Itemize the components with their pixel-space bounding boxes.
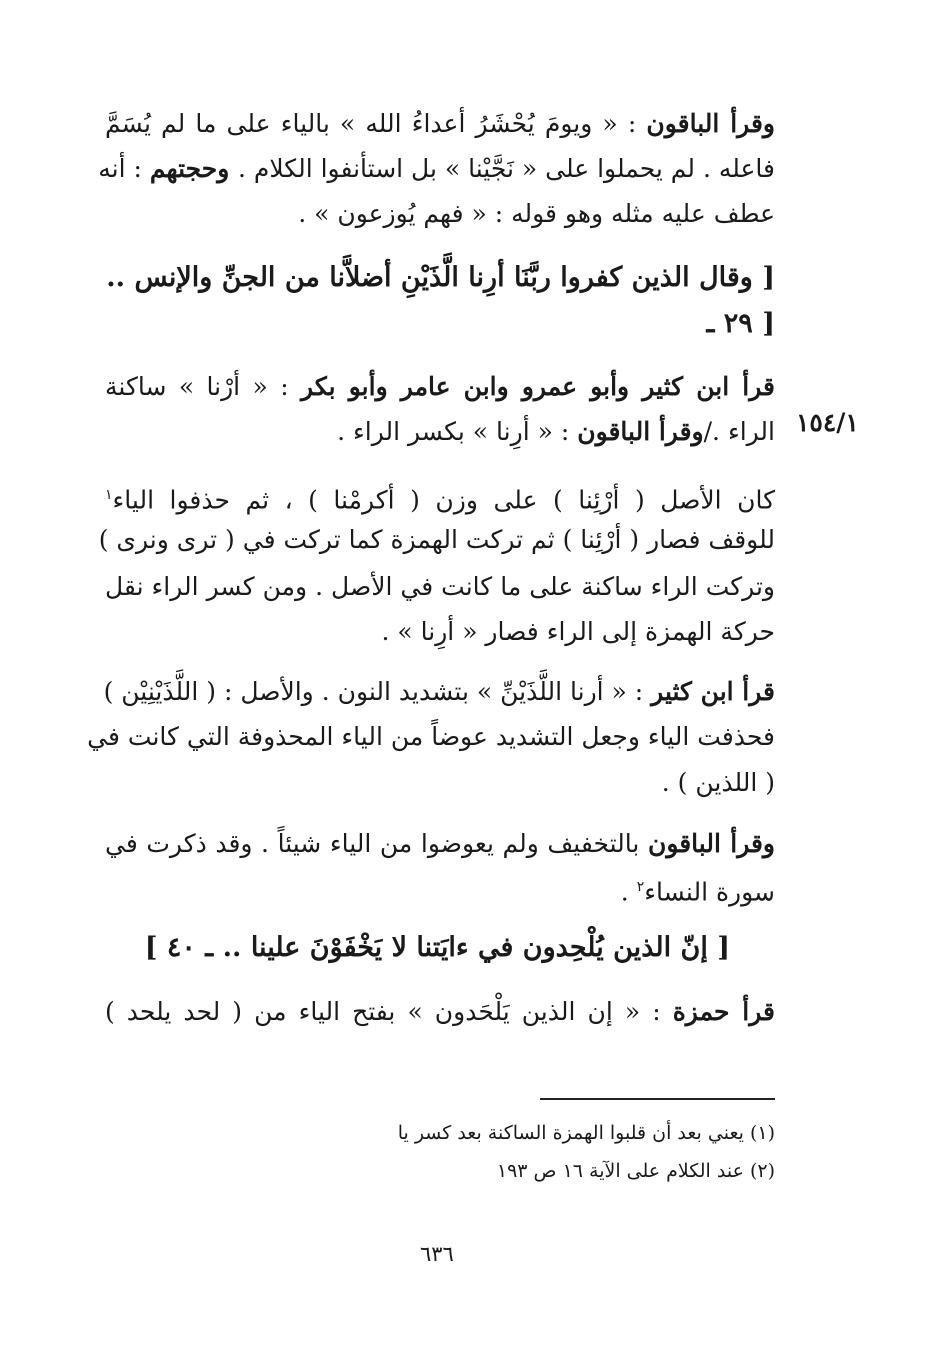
text-line-10 bbox=[105, 675, 775, 709]
verse-number-29: [ ٢٩ ـ bbox=[706, 308, 775, 339]
text-line-4 bbox=[105, 370, 775, 404]
text-line-13 bbox=[105, 827, 775, 861]
page-number: ٦٣٦ bbox=[420, 1242, 454, 1266]
line-text: سورة النساء bbox=[644, 877, 775, 907]
text-line-12 bbox=[105, 766, 775, 800]
text-line-2 bbox=[98, 152, 775, 186]
line-text: حركة الهمزة إلى الراء فصار « أرِنا » . bbox=[381, 617, 775, 646]
text-line-6 bbox=[105, 478, 775, 517]
footnote-2: (٢) عند الكلام على الآية ١٦ ص ١٩٣ bbox=[496, 1160, 775, 1182]
footnote-mark-2: ٢ bbox=[636, 879, 645, 895]
margin-page-reference: ١٥٤/١ bbox=[796, 408, 859, 437]
reader-label: وقرأ الباقون bbox=[646, 109, 775, 138]
reader-label: وقرأ الباقون bbox=[577, 417, 704, 446]
line-text: وتركت الراء ساكنة على ما كانت في الأصل . ومن كسر الراء نقل bbox=[105, 572, 775, 601]
line-text-cont: : أنه bbox=[98, 154, 150, 183]
line-text: فاعله . لم يحملوا على « نَجَّيْنا » بل استأنفوا الكلام . bbox=[237, 154, 775, 183]
text-line-11 bbox=[87, 720, 775, 754]
line-text: عطف عليه مثله وهو قوله : « فهم يُوزعون » . bbox=[298, 199, 775, 228]
text-line-7 bbox=[98, 523, 775, 557]
line-text: كان الأصل ( أرْئِنا ) على وزن ( أكرمْنا ) ، ثم حذفوا الياء bbox=[112, 485, 775, 515]
line-text: : « أرنا اللَّذَيْنِّ » بتشديد النون . والأصل : ( اللَّذَيْنِيْن ) bbox=[103, 677, 652, 706]
text-line-15 bbox=[105, 995, 775, 1029]
verse-heading-29: [ وقال الذين كفروا ربَّنَا أرِنا الَّذَيْنِ أضلاَّنا من الجنِّ والإنس .. bbox=[106, 262, 775, 293]
line-text: الراء ./ bbox=[703, 417, 775, 446]
line-text: : « ويومَ يُحْشَرُ أعداءُ الله » بالياء على ما لم يُسَمَّ bbox=[105, 109, 647, 138]
line-text: ( اللذين ) . bbox=[661, 768, 775, 797]
text-line-1 bbox=[105, 107, 775, 141]
line-text: بالتخفيف ولم يعوضوا من الياء شيئاً . وقد ذكرت في bbox=[105, 829, 648, 858]
reader-label: قرأ حمزة bbox=[672, 997, 775, 1026]
reader-label: قرأ ابن كثير bbox=[651, 677, 775, 706]
footnote-separator bbox=[540, 1098, 775, 1100]
reader-label: وقرأ الباقون bbox=[647, 829, 776, 858]
line-text-cont: : « أرِنا » بكسر الراء . bbox=[337, 417, 578, 446]
line-text: : « إن الذين يَلْحَدون » بفتح الياء من ( لحد يلحد ) bbox=[105, 997, 673, 1026]
footnote-1: (١) يعني بعد أن قلبوا الهمزة الساكنة بعد كسر يا bbox=[397, 1122, 775, 1144]
line-text: فحذفت الياء وجعل التشديد عوضاً من الياء المحذوفة التي كانت في bbox=[87, 722, 775, 751]
readers-label: قرأ ابن كثير وأبو عمرو وابن عامر وأبو بكر bbox=[301, 372, 775, 401]
text-line-14: سورة النساء$^٢$ . bbox=[620, 877, 775, 907]
line-text: للوقف فصار ( أرْئِنا ) ثم تركت الهمزة كما تركت في ( ترى ونرى ) bbox=[98, 525, 775, 554]
text-line-5 bbox=[105, 415, 775, 449]
text-line-3 bbox=[105, 197, 775, 231]
line-text: : « أرْنا » ساكنة bbox=[105, 372, 302, 401]
footnote-mark-1: ١ bbox=[105, 487, 113, 503]
verse-heading-40: [ إنّ الذين يُلْحِدون في ءايَتنا لا يَخْفَوْنَ علينا .. ـ ٤٠ ] bbox=[144, 932, 730, 963]
text-line-9 bbox=[105, 615, 775, 649]
argument-label: وحجتهم bbox=[149, 154, 238, 183]
text-line-8 bbox=[105, 570, 775, 604]
